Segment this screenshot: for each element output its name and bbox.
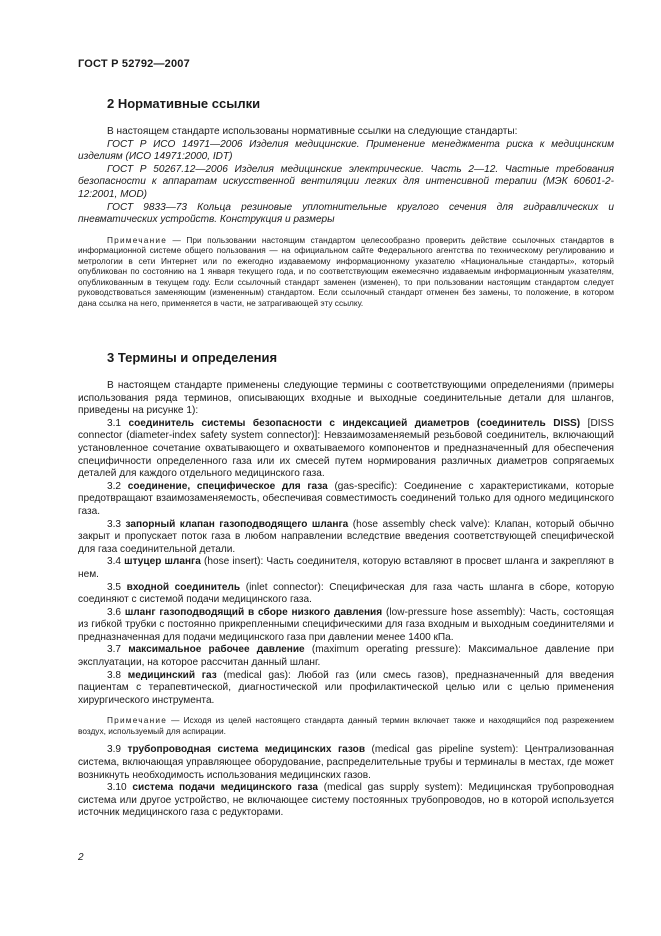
reference-item: ГОСТ Р 50267.12—2006 Изделия медицинские электрические. Часть 2—12. Частные требования безопасности к аппаратам искусственной вентиляции легких для интенсивной терапии (МЭК 60601-2-12:2001, MOD) bbox=[78, 163, 614, 200]
document-page bbox=[78, 58, 614, 70]
note-label: Примечание bbox=[107, 715, 168, 726]
term-name: трубопроводная система медицинских газов bbox=[127, 744, 366, 756]
section-2-intro: В настоящем стандарте использованы нормативные ссылки на следующие стандарты: bbox=[107, 126, 518, 137]
term-name: медицинский газ bbox=[127, 669, 217, 681]
document-header: ГОСТ Р 52792—2007 bbox=[78, 58, 190, 70]
term-entry: 3.8 медицинский газ (medical gas): Любой газ (или смесь газов), предназначенный для введения пациентам с терапевтической, диагностической или профилактической целью или с целью применения хирургического инструмента. bbox=[78, 669, 614, 706]
term-entry: 3.1 соединитель системы безопасности с индексацией диаметров (соединитель DISS) [DISS connector (diameter-index safety system connector)]: Невзаимозаменяемый резьбовой соединитель, включающий установленное сочетание охватывающего и охватываемого компонентов и предназначенный для обеспечения специфичности определенного газа или их смесей путем нормирования различных диаметров сопрягаемых деталей для каждого отдельного медицинского газа. bbox=[78, 417, 614, 480]
term-name: шланг газоподводящий в сборе низкого давления bbox=[124, 606, 383, 618]
note-text: — При пользовании настоящим стандартом целесообразно проверить действие ссылочных стандартов в информационной системе общего пользования — на официальном сайте Федерального агентства по техническому регулированию и метрологии в сети Интернет или по ежегодно издаваемому информационному указателю «Национальные стандарты», который опубликован по состоянию на 1 января текущего года, и по соответствующим ежемесячно издаваемым информационным указателям, опубликованным в текущем году. Если ссылочный стандарт заменен (изменен), то при пользовании настоящим стандартом следует руководствоваться заменяющим (измененным) стандартом. Если ссылочный стандарт отменен без замены, то положение, в котором дана ссылка на него, применяется в части, не затрагивающей эту ссылку. bbox=[78, 234, 614, 308]
section-3-body bbox=[78, 380, 614, 820]
note-label: Примечание bbox=[107, 234, 168, 245]
term-entry: 3.2 соединение, специфическое для газа (gas-specific): Соединение с характеристиками, которые предотвращают взаимозаменяемость, обеспечивая совместимость соединений только для одного медицинского газа. bbox=[78, 480, 615, 517]
term-name: соединитель системы безопасности с индексацией диаметров (соединитель DISS) bbox=[128, 417, 581, 429]
section-2-note bbox=[78, 235, 614, 309]
term-entry: 3.10 система подачи медицинского газа (medical gas supply system): Медицинская трубопроводная система или другое устройство, не включающее систему постоянных трубопроводов, но в которой используется источник медицинского газа с редукторами. bbox=[78, 782, 615, 819]
term-name: запорный клапан газоподводящего шланга bbox=[125, 518, 349, 530]
section-2-body bbox=[78, 126, 614, 308]
term-entry: 3.3 запорный клапан газоподводящего шланга (hose assembly check valve): Клапан, который обычно закрыт и пропускает поток газа в любом направлении вследствие введения соответствующей специфической для газа соединительной детали. bbox=[78, 518, 614, 555]
section-3-note bbox=[78, 715, 614, 736]
section-3-intro: В настоящем стандарте применены следующие термины с соответствующими определениями (примеры использования ряда терминов, описывающих входные и выходные соединительные детали для шлангов, приведены на рисунке 1): bbox=[78, 380, 614, 417]
note-text: — Исходя из целей настоящего стандарта данный термин включает также и находящийся под разрежением воздух, используемый для аспирации. bbox=[78, 715, 614, 736]
reference-item: ГОСТ 9833—73 Кольца резиновые уплотнительные круглого сечения для гидравлических и пневматических устройств. Конструкция и размеры bbox=[78, 201, 614, 226]
term-name: штуцер шланга bbox=[124, 556, 201, 568]
section-2-title: 2 Нормативные ссылки bbox=[107, 96, 261, 111]
section-3-title: 3 Термины и определения bbox=[107, 350, 278, 365]
page-number: 2 bbox=[78, 852, 84, 863]
term-entry: 3.9 трубопроводная система медицинских газов (medical gas pipeline system): Централизованная система, включающая управляющее оборудование, распределительные трубы и терминалы в местах, где может возникнуть необходимость использования медицинских газов. bbox=[78, 744, 614, 781]
term-name: соединение, специфическое для газа bbox=[127, 480, 328, 492]
term-entry: 3.5 входной соединитель (inlet connector): Специфическая для газа часть шланга в сборе, которую соединяют с системой подачи медицинского газа. bbox=[78, 581, 615, 606]
term-entry: 3.7 максимальное рабочее давление (maximum operating pressure): Максимальное давление при эксплуатации, на которое рассчитан данный шланг. bbox=[78, 644, 614, 669]
reference-item: ГОСТ Р ИСО 14971—2006 Изделия медицинские. Применение менеджмента риска к медицинским изделиям (ИСО 14971:2000, IDT) bbox=[78, 138, 614, 163]
term-entry: 3.4 штуцер шланга (hose insert): Часть соединителя, которую вставляют в просвет шланга и закрепляют в нем. bbox=[78, 556, 614, 580]
term-name: система подачи медицинского газа bbox=[132, 782, 319, 794]
term-entry: 3.6 шланг газоподводящий в сборе низкого давления (low-pressure hose assembly): Часть, состоящая из гибкой трубки с постоянно прикрепленными специфическими для газа входным и выходным соединителями и предназначенная для подачи медицинского газа при давлении менее 1400 кПа. bbox=[78, 606, 614, 643]
term-name: входной соединитель bbox=[126, 581, 241, 593]
term-name: максимальное рабочее давление bbox=[128, 644, 305, 656]
